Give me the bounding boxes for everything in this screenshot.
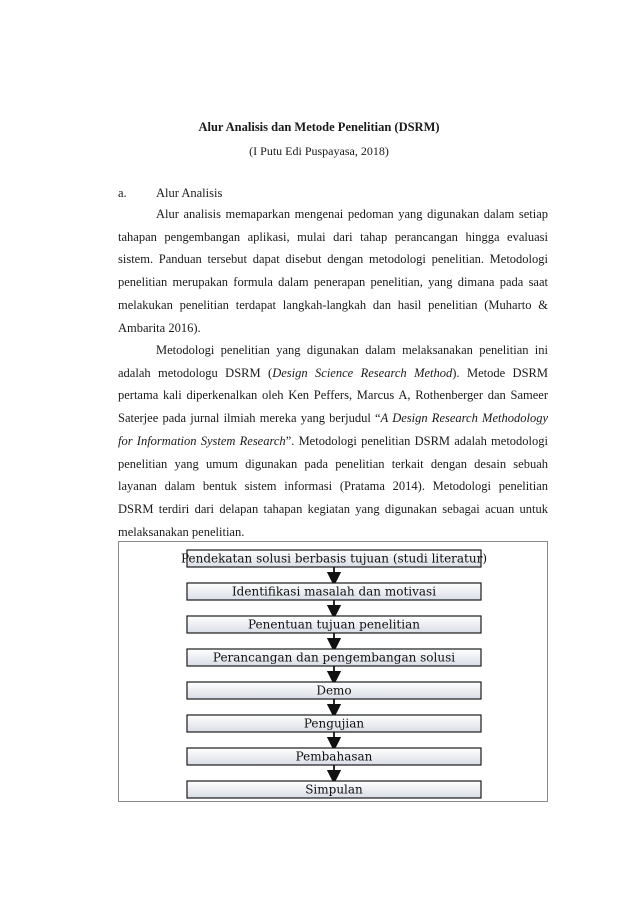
paragraph-2-part-e: ”. Metodologi penelitian DSRM adalah metodologi penelitian yang umum digunakan pada penelitian terkait dengan desain sebuah layanan dalam bentuk sistem informasi (Pratama 2014). Metodologi penelitian DSRM terdiri dari delapan tahapan kegiatan yang digunakan sebagai acuan untuk melaksanakan penelitian. <box>118 433 548 539</box>
flow-step-3 <box>187 616 481 633</box>
dsrm-flowchart-figure <box>118 541 548 802</box>
paragraph-2-part-a: Metodologi penelitian yang digunakan dalam melaksanakan penelitian ini adalah metodologu DSRM ( <box>118 343 548 380</box>
section-title: Alur Analisis <box>156 186 223 200</box>
paragraph-2-part-c: ). Metode DSRM pertama kali diperkenalkan oleh Ken Peffers, Marcus A, Rothenberger dan Sameer Saterjee pada jurnal ilmiah mereka yang berjudul “ <box>118 365 548 426</box>
journal-title: A Design Research Methodology for Information System Research <box>118 411 548 448</box>
section-number: a. <box>118 186 127 200</box>
flow-step-4 <box>187 649 481 666</box>
dsrm-term: Design Science Research Method <box>272 365 453 380</box>
flow-step-label: Simpulan <box>305 782 363 797</box>
page-title: Alur Analisis dan Metode Penelitian (DSRM) <box>198 120 440 134</box>
flow-step-6 <box>187 715 481 732</box>
paragraph-1-block <box>118 203 548 339</box>
flow-step-1 <box>181 550 487 567</box>
flow-step-2 <box>187 583 481 600</box>
flow-step-label: Pembahasan <box>295 749 373 764</box>
paragraph-2 <box>118 339 548 543</box>
page-subtitle: (I Putu Edi Puspayasa, 2018) <box>249 144 389 158</box>
flow-step-label: Identifikasi masalah dan motivasi <box>231 584 437 599</box>
section-heading <box>118 186 222 201</box>
paragraph-1: Alur analisis memaparkan mengenai pedoman yang digunakan dalam setiap tahapan pengembangan aplikasi, mulai dari tahap perancangan hingga evaluasi sistem. Panduan tersebut dapat disebut dengan metodologi penelitian. Metodologi penelitian merupakan formula dalam penerapan penelitian, yang dimana pada saat melakukan penelitian terdapat langkah-langkah dan hasil penelitian (Muharto & Ambarita 2016). <box>118 207 548 335</box>
flow-step-5 <box>187 682 481 699</box>
flow-step-label: Pendekatan solusi berbasis tujuan (studi literatur) <box>180 551 488 566</box>
dsrm-flowchart <box>119 542 549 803</box>
flow-step-8 <box>187 781 481 798</box>
flow-step-label: Perancangan dan pengembangan solusi <box>212 650 456 665</box>
flow-step-label: Demo <box>316 683 352 698</box>
flow-step-label: Pengujian <box>303 716 365 731</box>
paragraph-2-block <box>118 339 548 543</box>
flow-step-label: Penentuan tujuan penelitian <box>248 617 420 632</box>
flow-step-7 <box>187 748 481 765</box>
